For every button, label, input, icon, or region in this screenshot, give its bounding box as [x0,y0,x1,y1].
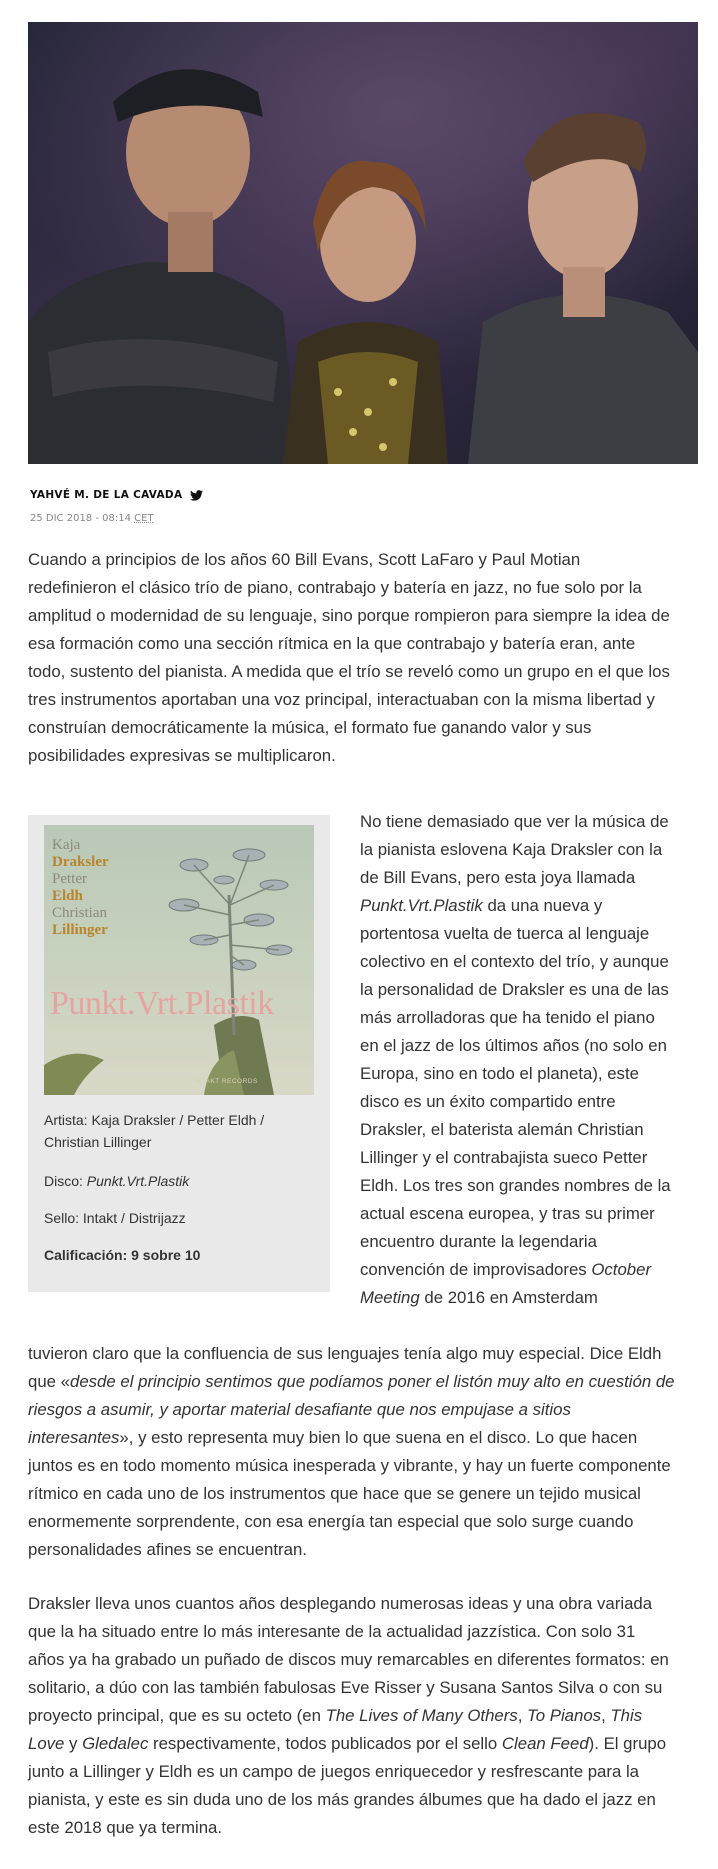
body-paragraph-3 [28,1590,676,1842]
p2-text: da una nueva y portentosa vuelta de tuerca al lenguaje colectivo en el contexto del trío, y aunque la personalidad de Draksler es una de las más arrolladoras que ha tenido el piano en el jazz de los últimos años (no solo en Europa, sino en todo el planeta), este disco es un éxito compartido entre Draksler, el baterista alemán Christian Lillinger y el contrabajista sueco Petter Eldh. Los tres son grandes nombres de la actual escena europea, y tras su primer encuentro durante la legendaria convención de improvisadores [360,896,671,1279]
p3-text: , [517,1706,528,1725]
body-paragraph-2-side [360,808,678,1312]
p3-text: y [64,1734,83,1753]
p3-text: respectivamente, todos publicados por el sello [148,1734,502,1753]
album-cover [44,825,314,1095]
album-label: Sello: Intakt / Distrijazz [44,1210,186,1226]
p3-album-title: This Love [28,1706,643,1753]
cover-name: Petter [52,871,87,887]
disco-prefix: Disco: [44,1173,87,1189]
p2-quote: desde el principio sentimos que podíamos poner el listón muy alto en cuestión de riesgos a asumir, y aportar material desafiante que nos empujase a sitios interesantes [28,1372,675,1447]
cover-name: Lillinger [52,922,108,938]
timezone-abbr[interactable]: CET [134,513,154,524]
p3-text: ). El grupo junto a Lillinger y Eldh es un campo de juegos enriquecedor y resfrescante para la pianista, y este es sin duda uno de los más grandes álbumes que ha dado el jazz en este 2018 que ya termina. [28,1734,667,1837]
p3-label-name: Clean Feed [501,1734,589,1753]
album-rating: Calificación: 9 sobre 10 [44,1247,201,1263]
cover-record-label: INTAKT RECORDS [194,1078,258,1085]
album-info-box [28,815,330,1292]
p3-text: Draksler lleva unos cuantos años desplegando numerosas ideas y una obra variada que la ha situado entre lo más interesante de la actualidad jazzística. Con solo 31 años ya ha grabado un puñado de discos muy remarcables en diferentes formatos: en solitario, a dúo con las también fabulosas Eve Risser y Susana Santos Silva o con su proyecto principal, que es su octeto (en [28,1594,669,1725]
cover-name: Eldh [52,888,83,904]
twitter-icon[interactable] [190,490,203,501]
p2-text: No tiene demasiado que ver la música de la pianista eslovena Kaja Draksler con la de Bill Evans, pero esta joya llamada [360,812,669,887]
cover-name: Draksler [52,854,109,870]
p3-album-title: Gledalec [82,1734,149,1753]
publish-date: 25 DIC 2018 - 08:14 [30,513,131,524]
p2-text: de 2016 en Amsterdam [419,1288,598,1307]
p3-text: , [601,1706,611,1725]
p2-text: tuvieron claro que la confluencia de sus lenguajes tenía algo muy especial. Dice Eldh que « [28,1344,662,1391]
album-disco [44,1170,314,1192]
album-artist: Artista: Kaja Draksler / Petter Eldh / Christian Lillinger [44,1112,265,1150]
p2-text: », y esto representa muy bien lo que suena en el disco. Lo que hacen juntos es en todo momento música inesperada y vibrante, y hay un fuerte componente rítmico en cada uno de los instrumentos que hace que se genere un tejido musical enormemente sorprendente, con esa energía tan especial que solo surge cuando personalidades afines se encuentran. [28,1428,671,1559]
intro-paragraph: Cuando a principios de los años 60 Bill Evans, Scott LaFaro y Paul Motian redefinieron el clásico trío de piano, contrabajo y batería en jazz, no fue solo por la amplitud o modernidad de su lenguaje, sino porque rompieron para siempre la idea de esa formación como una sección rítmica en la que contrabajo y batería eran, ante todo, sustento del pianista. A medida que el trío se reveló como un grupo en el que los tres instrumentos aportaban una voz principal, interactuaban con la misma libertad y construían democráticamente la música, el formato fue ganando valor y sus posibilidades expresivas se multiplicaron. [28,550,670,765]
cover-name: Kaja [52,837,81,853]
cover-name: Christian [52,905,107,921]
disco-title: Punkt.Vrt.Plastik [86,1173,190,1189]
hero-photo [28,22,698,464]
cover-title: Punkt.Vrt.Plastik [50,985,274,1022]
p2-album-title: Punkt.Vrt.Plastik [360,896,483,915]
trio-photo-illustration [28,22,698,464]
p3-album-title: To Pianos [527,1706,602,1725]
body-paragraph-2-continued [28,1340,676,1564]
author-name[interactable]: YAHVÉ M. DE LA CAVADA [30,489,183,501]
byline [30,489,203,501]
dateline [30,513,154,524]
p2-event-name: October Meeting [360,1260,652,1307]
p3-album-title: The Lives of Many Others [325,1706,518,1725]
cover-artist-names [52,837,109,939]
